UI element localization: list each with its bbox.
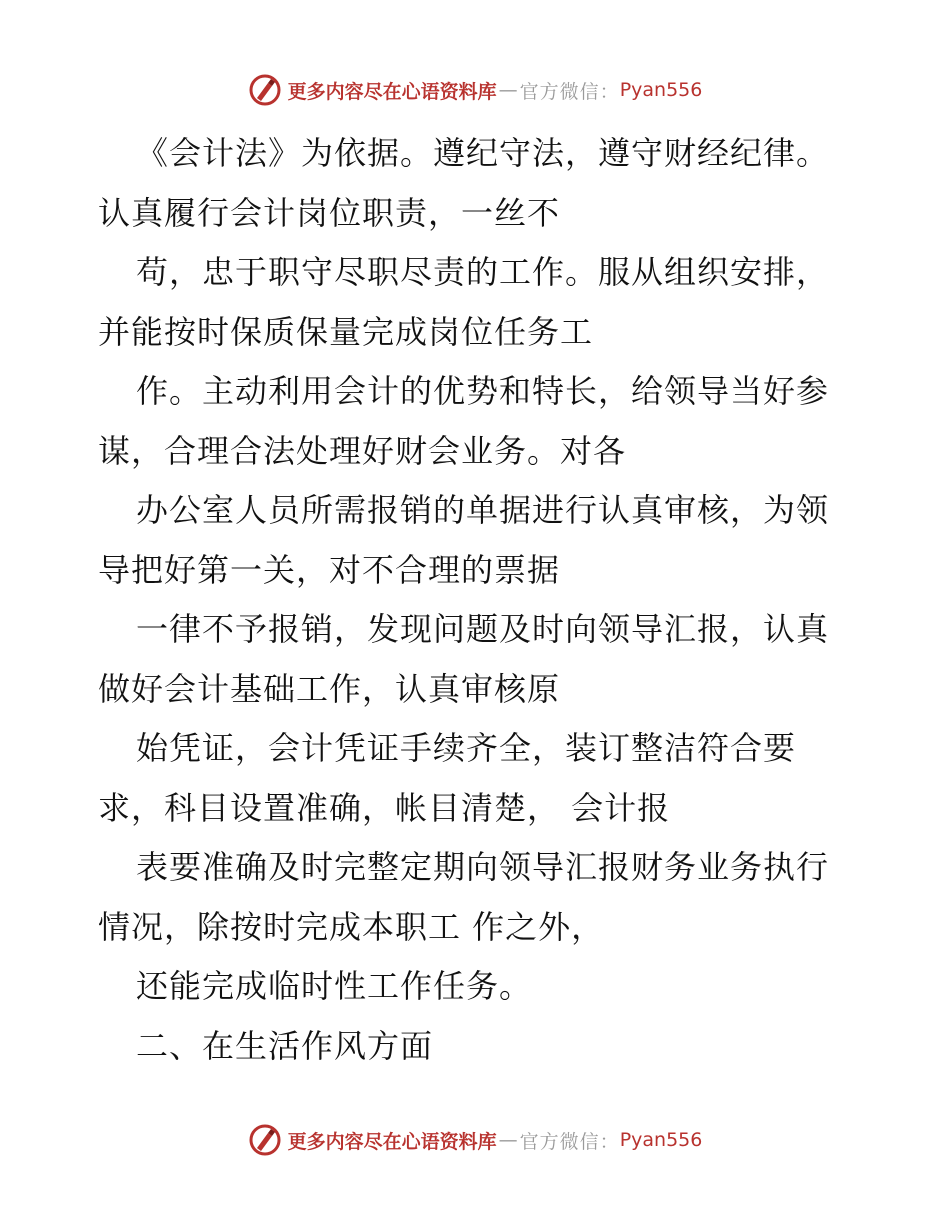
text-line: 认真履行会计岗位职责，一丝不 xyxy=(98,193,561,232)
banner-text: 更多内容尽在心语资料库 xyxy=(287,1130,497,1153)
text-line: 谋，合理合法处理好财会业务。对各 xyxy=(98,431,627,470)
banner-wechat-id: Pyan556 xyxy=(619,1129,703,1151)
pen-circle-logo-icon xyxy=(248,73,282,107)
banner-separator: — xyxy=(498,79,518,101)
text-line: 求，科目设置准确，帐目清楚， 会计报 xyxy=(98,788,671,827)
banner-text: 更多内容尽在心语资料库 xyxy=(287,80,497,103)
text-line: 并能按时保质保量完成岗位任务工 xyxy=(98,312,594,351)
text-line: 苟，忠于职守尽职尽责的工作。服从组织安排， xyxy=(136,253,830,291)
text-line: 一律不予报销，发现问题及时向领导汇报，认真 xyxy=(136,610,830,648)
header-banner xyxy=(0,70,950,110)
text-line: 表要准确及时完整定期向领导汇报财务业务执行 xyxy=(136,848,830,886)
pen-circle-logo-icon xyxy=(248,1123,282,1157)
banner-wechat-id: Pyan556 xyxy=(619,79,703,101)
banner-wechat-label: 官方微信： xyxy=(519,1130,620,1153)
banner-wechat-label: 官方微信： xyxy=(519,80,620,103)
text-line: 情况，除按时完成本职工 作之外， xyxy=(98,907,605,946)
text-line: 始凭证，会计凭证手续齐全，装订整洁符合要 xyxy=(136,729,797,767)
text-line: 《会计法》为依据。遵纪守法，遵守财经纪律。 xyxy=(136,134,830,172)
text-line: 作。主动利用会计的优势和特长，给领导当好参 xyxy=(136,372,830,410)
footer-banner xyxy=(0,1120,950,1160)
document-body xyxy=(98,124,868,1076)
text-line: 还能完成临时性工作任务。 xyxy=(136,967,533,1005)
text-line: 办公室人员所需报销的单据进行认真审核，为领 xyxy=(136,491,830,529)
banner-separator: — xyxy=(498,1129,518,1151)
section-heading: 二、在生活作风方面 xyxy=(136,1026,434,1065)
text-line: 做好会计基础工作，认真审核原 xyxy=(98,669,561,708)
text-line: 导把好第一关，对不合理的票据 xyxy=(98,550,561,589)
